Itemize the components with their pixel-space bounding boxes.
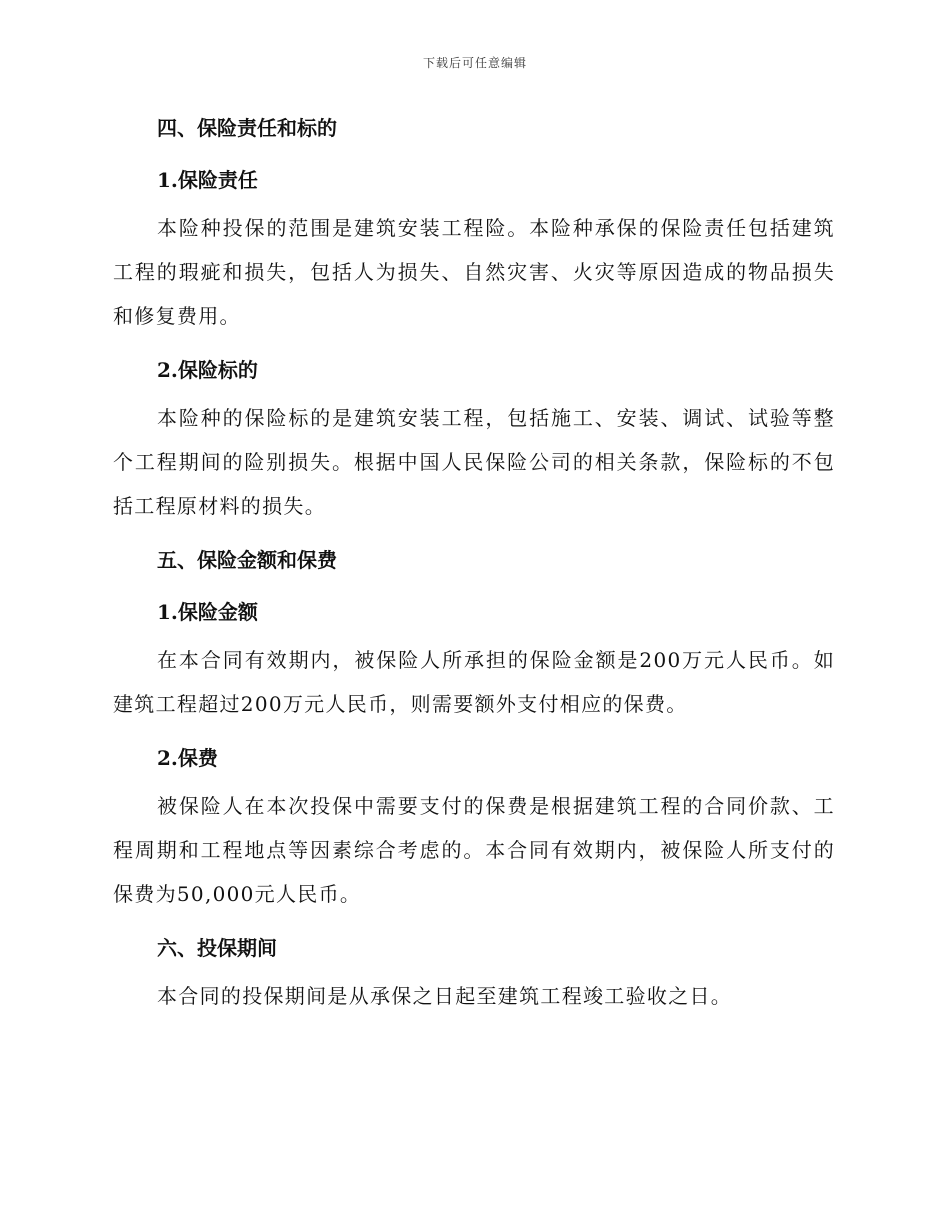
section-4-heading: 四、保险责任和标的 <box>157 116 337 140</box>
section-6-paragraph: 本合同的投保期间是从承保之日起至建筑工程竣工验收之日。 <box>157 984 733 1008</box>
section-5-2-paragraph: 被保险人在本次投保中需要支付的保费是根据建筑工程的合同价款、工程周期和工程地点等因素综合考虑的。本合同有效期内，被保险人所支付的保费为50,000元人民币。 <box>113 794 835 906</box>
section-4-2-heading: 2.保险标的 <box>157 358 258 382</box>
document-body <box>113 108 835 1018</box>
section-5-1-paragraph: 在本合同有效期内，被保险人所承担的保险金额是200万元人民币。如建筑工程超过200万元人民币，则需要额外支付相应的保费。 <box>113 648 835 716</box>
section-5-1-heading: 1.保险金额 <box>157 600 258 624</box>
section-6-heading: 六、投保期间 <box>157 936 277 960</box>
section-4-2-paragraph: 本险种的保险标的是建筑安装工程，包括施工、安装、调试、试验等整个工程期间的险别损失。根据中国人民保险公司的相关条款，保险标的不包括工程原材料的损失。 <box>113 406 835 518</box>
section-4-1-heading: 1.保险责任 <box>157 168 258 192</box>
page-header-note: 下载后可任意编辑 <box>422 56 527 70</box>
section-5-2-heading: 2.保费 <box>157 746 218 770</box>
section-5-heading: 五、保险金额和保费 <box>157 548 337 572</box>
section-4-1-paragraph: 本险种投保的范围是建筑安装工程险。本险种承保的保险责任包括建筑工程的瑕疵和损失，包括人为损失、自然灾害、火灾等原因造成的物品损失和修复费用。 <box>113 216 835 328</box>
